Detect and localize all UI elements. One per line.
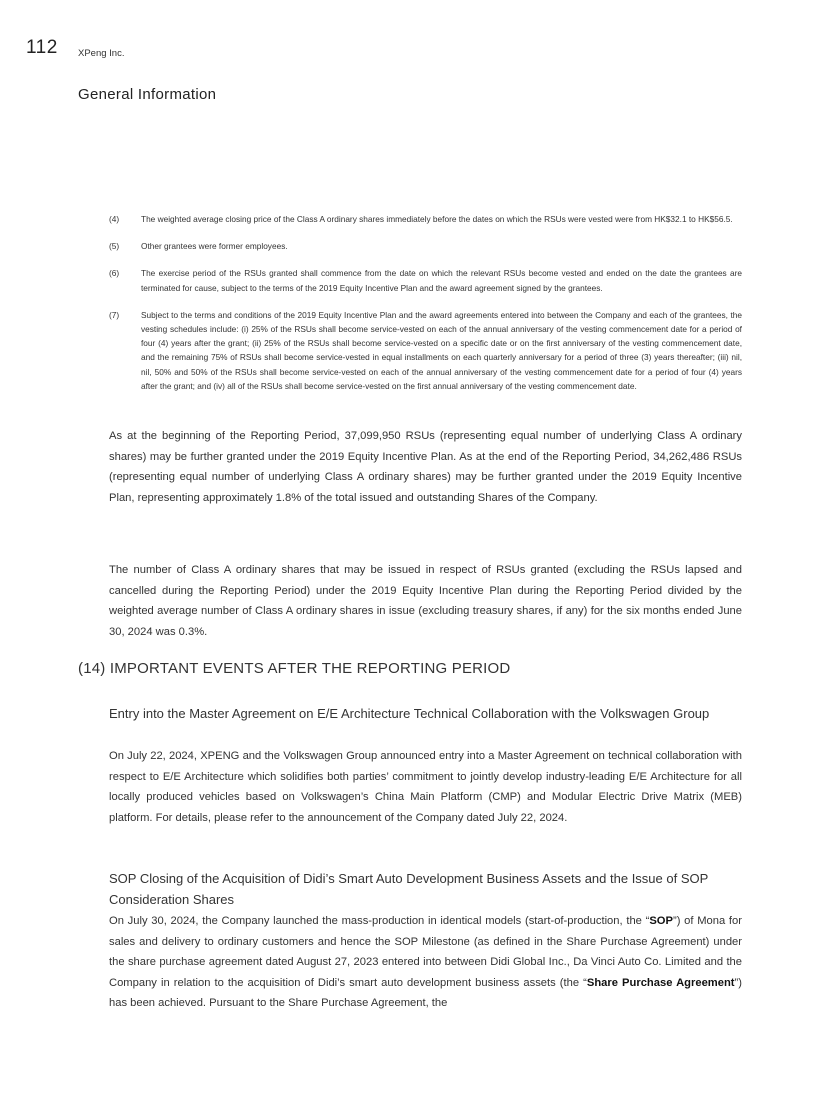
sop-defined-term: SOP [649, 915, 673, 927]
spa-defined-term: Share Purchase Agreement [586, 976, 735, 989]
footnote [109, 266, 742, 294]
footnote-text: The exercise period of the RSUs granted shall commence from the date on which the relevant RSUs become vested and ended on the date the grantees are terminated for cause, subject to the terms of the 2019 Equity Incentive Plan and the award agreement signed by the grantees. [141, 268, 742, 293]
footnote [109, 239, 742, 253]
rsu-issued-paragraph: The number of Class A ordinary shares that may be issued in respect of RSUs granted (excluding the RSUs lapsed and cancelled during the Reporting Period) under the 2019 Equity Incentive Plan during the Reporting Period divided by the weighted average number of Class A ordinary shares in issue (excluding treasury shares, if any) for the six months ended June 30, 2024 was 0.3%. [109, 564, 742, 638]
sop-text-part-1: On July 30, 2024, the Company launched the mass-production in identical models (start-of-production, the “ [109, 915, 650, 927]
footnote-number: (6) [109, 268, 120, 279]
footnote [109, 308, 742, 393]
footnotes [109, 212, 742, 406]
sop-closing-paragraph [109, 911, 742, 1014]
footnote-number: (7) [109, 309, 120, 320]
footnote [109, 212, 742, 226]
section-title: General Information [78, 86, 217, 103]
section-14-heading: (14) IMPORTANT EVENTS AFTER THE REPORTING PERIOD [78, 660, 511, 677]
footnote-number: (4) [109, 214, 120, 224]
company-name: XPeng Inc. [78, 48, 125, 59]
footnote-number: (5) [109, 241, 120, 252]
footnote-text: Other grantees were former employees. [141, 241, 288, 252]
page-number: 112 [26, 37, 58, 58]
footnote-text: Subject to the terms and conditions of the 2019 Equity Incentive Plan and the award agreements entered into between the Company and each of the grantees, the vesting schedules include: (i) 25% of the RSUs shall become service-vested on each of the annual anniversary of the vesting commencement date for a period of four (4) years after the grant; (ii) 25% of the RSUs shall become service-vested on a specific date or on the first anniversary of the vesting commencement date, and the remaining 75% of RSUs shall become service-vested in equal installments on each quarterly anniversary for a period of three (3) years thereafter; (iii) nil, nil, 50% and 50% of the RSUs shall become service-vested on each of the annual anniversary of the vesting commencement date for a period of four (4) years after the grant; and (iv) all of the RSUs shall become service-vested on the first annual anniversary of the vesting commencement date. [141, 309, 742, 391]
vw-agreement-heading: Entry into the Master Agreement on E/E Architecture Technical Collaboration with the Volkswagen Group [109, 706, 710, 721]
vw-agreement-paragraph: On July 22, 2024, XPENG and the Volkswagen Group announced entry into a Master Agreement on technical collaboration with respect to E/E Architecture which solidifies both parties’ commitment to jointly develop industry-leading E/E Architecture for all locally produced vehicles based on Volkswagen’s China Main Platform (CMP) and Modular Electric Drive Matrix (MEB) platform. For details, please refer to the announcement of the Company dated July 22, 2024. [109, 750, 742, 824]
sop-text-part-3: ”) has been achieved. Pursuant to the Share Purchase Agreement, the [109, 976, 742, 1010]
sop-text-part-2: ”) of Mona for sales and delivery to ordinary customers and hence the SOP Milestone (as defined in the Share Purchase Agreement) under the share purchase agreement dated August 27, 2023 entered into between Didi Global Inc., Da Vinci Auto Co. Limited and the Company in relation to the acquisition of Didi’s smart auto development business assets (the “ [109, 915, 742, 989]
rsu-available-paragraph: As at the beginning of the Reporting Period, 37,099,950 RSUs (representing equal number of underlying Class A ordinary shares) may be further granted under the 2019 Equity Incentive Plan. As at the end of the Reporting Period, 34,262,486 RSUs (representing equal number of underlying Class A ordinary shares) may be further granted under the 2019 Equity Incentive Plan, representing approximately 1.8% of the total issued and outstanding Shares of the Company. [109, 430, 742, 504]
footnote-text: The weighted average closing price of the Class A ordinary shares immediately before the dates on which the RSUs were vested were from HK$32.1 to HK$56.5. [141, 214, 733, 224]
sop-closing-heading: SOP Closing of the Acquisition of Didi’s Smart Auto Development Business Assets and the Issue of SOP Consideration Shares [109, 871, 709, 907]
